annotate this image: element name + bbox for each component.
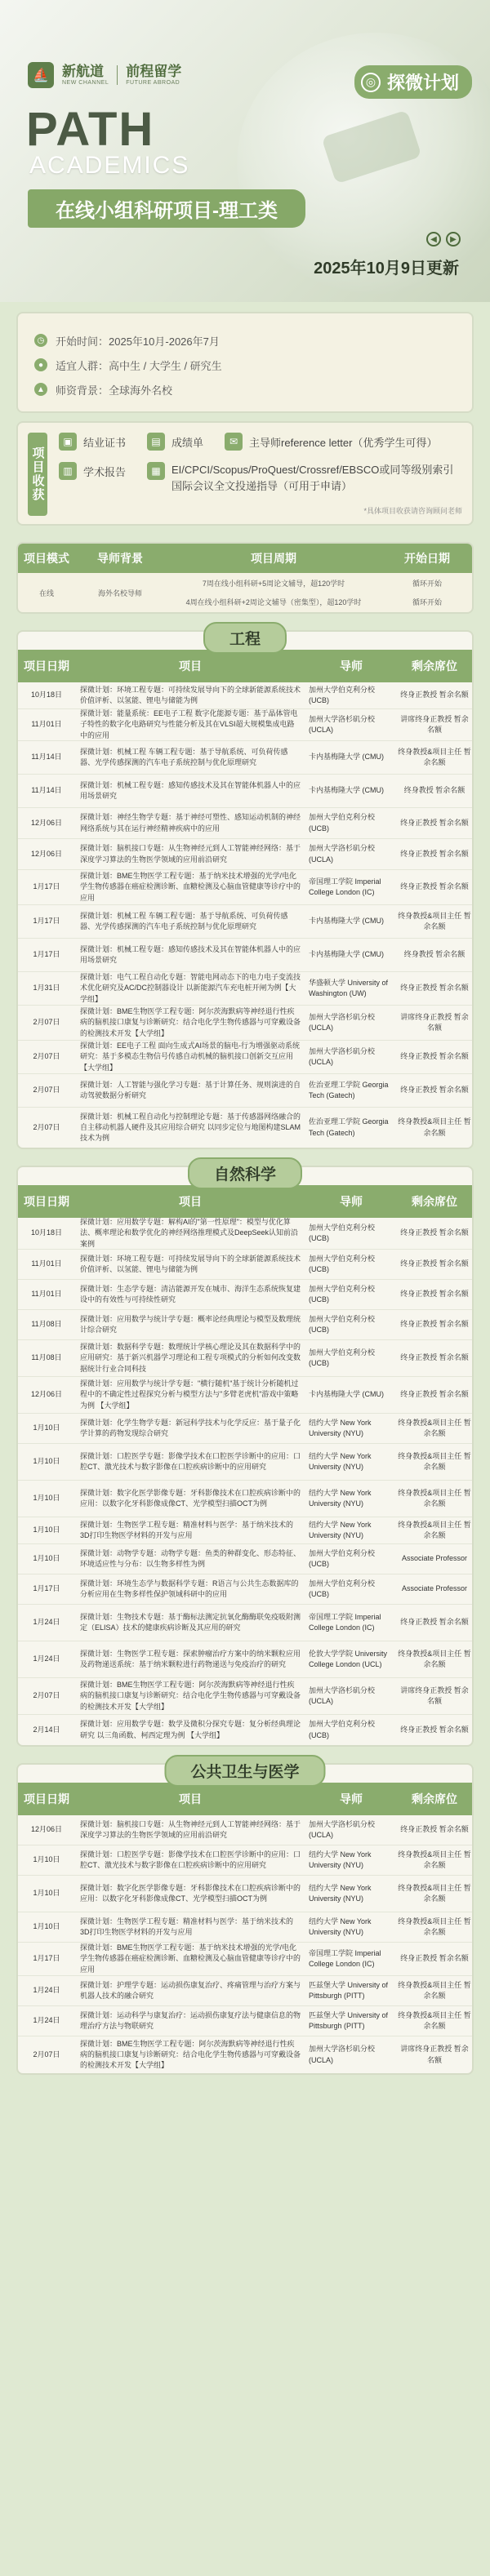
table-row[interactable] — [18, 775, 472, 808]
cell-date: 1月24日 — [33, 1986, 60, 1995]
cell-project: 探微计划：人工智能与强化学习专题：基于计算任务、规则演进的自动驾驶数据分析研究 — [80, 1080, 301, 1099]
section-title: 公共卫生与医学 — [164, 1755, 325, 1787]
cell-date: 11月08日 — [31, 1320, 62, 1329]
cell-date: 1月24日 — [33, 1654, 60, 1663]
gains-label: 项目收获 — [28, 433, 47, 516]
cell-project: 探微计划：动物学专题：动物学专题：鱼类的种群变化、形态特征、环境适应性与分布：以生物多样性为例 — [80, 1548, 301, 1568]
table-row[interactable] — [18, 1340, 472, 1377]
brand-name: 新航道 — [62, 64, 104, 79]
section-1 — [16, 1166, 474, 1747]
cell-status: 终身教授 暂余名额 — [403, 786, 466, 795]
cell-date: 1月17日 — [33, 1954, 60, 1963]
cell-mentor: 卡内基梅隆大学 (CMU) — [309, 786, 384, 795]
mode-value: 在线 — [38, 588, 54, 597]
table-row[interactable] — [18, 2036, 472, 2073]
table-row[interactable] — [18, 682, 472, 709]
cell-status: 终身正教授 暂余名额 — [400, 1725, 469, 1734]
program-title: 在线小组科研项目-理工类 — [28, 189, 305, 228]
cell-project: 探微计划：BME生物医学工程专题：阿尔茨海默病等神经退行性疾病的脑机接口康复与诊断研究：结合电化学生物传感器与可穿戴设备的检测技术开发【大学组】 — [80, 2039, 301, 2070]
hero-title: PATH — [26, 103, 155, 156]
table-row[interactable] — [18, 1108, 472, 1148]
table-row[interactable] — [18, 1250, 472, 1280]
table-row[interactable] — [18, 870, 472, 905]
cell-mentor: 加州大学洛杉矶分校 (UCLA) — [309, 1819, 376, 1839]
cell-date: 1月17日 — [33, 917, 60, 926]
info-text: 开始时间：2025年10月-2026年7月 — [56, 335, 220, 348]
info-start-time — [34, 328, 456, 353]
header-mode: 项目模式 — [24, 552, 69, 565]
section-title: 自然科学 — [188, 1157, 302, 1189]
cell-project: 探微计划：脑机接口专题：从生物神经元到人工智能神经网络：基于深度学习算法的生物医学领域的应用前沿研究 — [80, 844, 301, 864]
partner-name: 前程留学 — [126, 64, 182, 79]
gain-item — [59, 462, 126, 480]
info-audience — [34, 353, 456, 377]
cell-mentor: 帝国理工学院 Imperial College London (IC) — [309, 877, 381, 896]
table-row[interactable] — [18, 839, 472, 870]
arrow-left-icon[interactable]: ◀ — [426, 232, 441, 246]
cell-status: 终身教授&项目主任 暂余名额 — [398, 911, 471, 930]
table-row[interactable] — [18, 1041, 472, 1074]
cell-mentor: 加州大学伯克利分校 (UCB) — [309, 685, 376, 704]
cell-mentor: 纽约大学 New York University (NYU) — [309, 1850, 372, 1869]
program-overview-table — [16, 542, 474, 614]
cell-status: 讲席终身正教授 暂余名额 — [400, 1686, 469, 1705]
cell-mentor: 纽约大学 New York University (NYU) — [309, 1418, 372, 1437]
overview-header — [18, 544, 472, 573]
cell-date: 1月31日 — [33, 984, 60, 993]
overview-row — [18, 573, 472, 612]
cell-status: 终身正教授 暂余名额 — [400, 1259, 469, 1268]
start-values — [382, 578, 472, 607]
partner-name-en: FUTURE ABROAD — [126, 80, 180, 86]
cell-mentor: 加州大学伯克利分校 (UCB) — [309, 1720, 376, 1739]
table-row[interactable] — [18, 1845, 472, 1876]
cell-project: 探微计划：BME生物医学工程专题：基于纳米技术增强的光学/电化学生物传感器在癌症检测诊断、血糖检测及心脑血管健康等诊疗中的应用 — [80, 872, 301, 902]
cell-date: 2月14日 — [33, 1725, 60, 1734]
cell-project: 探微计划：口腔医学专题：影像学技术在口腔医学诊断中的应用：口腔CT、激光技术与数字影像在口腔疾病诊断中的应用研究 — [80, 1451, 301, 1471]
header-status: 剩余席位 — [412, 1792, 457, 1805]
cell-status: Associate Professor — [401, 1554, 468, 1563]
cell-status: 讲席终身正教授 暂余名额 — [400, 714, 469, 734]
cell-date: 1月10日 — [33, 1423, 60, 1432]
cell-date: 10月18日 — [30, 691, 63, 700]
cell-date: 2月07日 — [33, 1086, 60, 1095]
gain-text: 学术报告 — [83, 465, 127, 478]
gain-item — [225, 433, 437, 451]
cell-project: 探微计划：生物医学工程专题：精准材料与医学：基于纳米技术的3D打印生物医学材料的开发与应用 — [80, 1520, 294, 1539]
cell-status: 讲席终身正教授 暂余名额 — [400, 1012, 469, 1032]
cell-date: 2月07日 — [33, 1122, 60, 1131]
user-icon: ● — [34, 358, 47, 371]
gain-text: 主导师reference letter（优秀学生可得） — [249, 436, 438, 449]
table-row[interactable] — [18, 905, 472, 939]
cell-date: 1月24日 — [33, 1618, 60, 1627]
cell-date: 12月06日 — [30, 1825, 63, 1834]
cell-status: 终身教授&项目主任 暂余名额 — [398, 1850, 471, 1869]
cell-status: 终身正教授 暂余名额 — [400, 1954, 469, 1963]
cell-date: 2月07日 — [33, 2050, 60, 2059]
cell-status: 终身正教授 暂余名额 — [400, 818, 469, 827]
cell-project: 探微计划：数据科学专题：数理统计学核心理论及其在数据科学中的应用研究：基于新兴机器学习理论和工程专项模式的分析如何改变数据统计行业合同科技 — [80, 1343, 301, 1373]
table-row[interactable] — [18, 741, 472, 775]
cell-mentor: 加州大学洛杉矶分校 (UCLA) — [309, 2045, 376, 2064]
cell-project: 探微计划：机械工程 车辆工程专题：基于导航系统、可负荷传感器、光学传感探测的汽车电子系统控制与优化原理研究 — [80, 747, 288, 766]
cell-date: 11月01日 — [31, 720, 62, 729]
cell-date: 11月01日 — [31, 1259, 62, 1268]
carousel-arrows — [426, 232, 461, 246]
cell-project: 探微计划：应用数学专题：数学及微积分探究专题：复分析经典理论研究 以三角函数、柯西定理为例 【大学组】 — [80, 1720, 301, 1739]
cell-mentor: 卡内基梅隆大学 (CMU) — [309, 753, 384, 762]
cell-status: 终身教授&项目主任 暂余名额 — [398, 1649, 471, 1668]
cell-mentor: 纽约大学 New York University (NYU) — [309, 1916, 372, 1936]
table-row[interactable] — [18, 1641, 472, 1678]
cell-project: 探微计划：生物医学工程专题：精准材料与医学：基于纳米技术的3D打印生物医学材料的开发与应用 — [80, 1916, 294, 1936]
cell-mentor: 匹兹堡大学 University of Pittsburgh (PITT) — [309, 1980, 389, 2000]
info-text: 师资背景：全球海外名校 — [56, 384, 173, 397]
period-values — [165, 578, 382, 607]
cell-date: 1月10日 — [33, 1526, 60, 1534]
cell-mentor: 纽约大学 New York University (NYU) — [309, 1451, 372, 1471]
start-value: 循环开始 — [412, 598, 442, 606]
logo-divider — [117, 65, 118, 85]
cell-status: 终身教授&项目主任 暂余名额 — [398, 1883, 471, 1903]
cell-mentor: 加州大学洛杉矶分校 (UCLA) — [309, 714, 376, 734]
table-row[interactable] — [18, 1310, 472, 1340]
cell-mentor: 纽约大学 New York University (NYU) — [309, 1488, 372, 1508]
cell-date: 2月07日 — [33, 1052, 60, 1061]
gains-row — [59, 462, 462, 494]
cell-project: 探微计划：能量系统：EE电子工程 数字化能源专题：基于晶体管电子特性的数字化电路研究与性能分析及其在VLSI超大规模集成电路中的应用 — [80, 709, 298, 739]
cell-mentor: 纽约大学 New York University (NYU) — [309, 1883, 372, 1903]
table-row[interactable] — [18, 2006, 472, 2036]
cell-mentor: 加州大学伯克利分校 (UCB) — [309, 1348, 376, 1367]
table-row[interactable] — [18, 1280, 472, 1310]
cell-project: 探微计划：电气工程自动化专题：智能电网动态下的电力电子变流技术优化研究及AC/DC控制器设计 以新能源汽车充电桩开闸为例【大学组】 — [80, 973, 301, 1003]
cell-date: 11月01日 — [31, 1290, 62, 1299]
cell-mentor: 帝国理工学院 Imperial College London (IC) — [309, 1612, 381, 1632]
table-row[interactable] — [18, 1414, 472, 1444]
cell-status: 终身教授&项目主任 暂余名额 — [398, 747, 471, 766]
table-row[interactable] — [18, 1815, 472, 1845]
cell-project: 探微计划：应用数学与统计学专题："横行随机"基于统计分析随机过程中的不确定性过程探究分析与模型方法与"多臂老虎机"游戏中策略为例 【大学组】 — [80, 1379, 299, 1410]
header-project: 项目 — [179, 1195, 202, 1208]
cell-project: 探微计划：数字化医学影像专题：牙科影像技术在口腔疾病诊断中的应用：以数字化牙科影像成像CT、光学模型扫描OCT为例 — [80, 1488, 301, 1508]
header-project: 项目 — [179, 1792, 202, 1805]
cell-status: 终身教授&项目主任 暂余名额 — [398, 1117, 471, 1137]
brand-logos — [28, 62, 181, 88]
period-value: 4周在线小组科研+2周论文辅导（密集型），超120学时 — [185, 598, 362, 606]
brand-name-en: NEW CHANNEL — [62, 80, 109, 86]
table-row[interactable] — [18, 939, 472, 972]
cell-date: 11月08日 — [31, 1353, 62, 1362]
table-row[interactable] — [18, 1544, 472, 1574]
cell-project: 探微计划：脑机接口专题：从生物神经元到人工智能神经网络：基于深度学习算法的生物医学领域的应用前沿研究 — [80, 1819, 301, 1839]
cell-status: 终身正教授 暂余名额 — [400, 1052, 469, 1061]
hero-subtitle: ACADEMICS — [29, 152, 190, 179]
cell-mentor: 加州大学伯克利分校 (UCB) — [309, 1579, 376, 1598]
table-header — [18, 650, 472, 682]
cell-mentor: 加州大学洛杉矶分校 (UCLA) — [309, 844, 376, 864]
cell-status: 终身正教授 暂余名额 — [400, 1390, 469, 1399]
cell-status: 终身正教授 暂余名额 — [400, 1618, 469, 1627]
cell-date: 1月10日 — [33, 1494, 60, 1503]
header-date: 项目日期 — [24, 1195, 69, 1208]
cell-mentor: 加州大学洛杉矶分校 (UCLA) — [309, 1686, 376, 1705]
header-status: 剩余席位 — [412, 660, 457, 673]
header-mentor: 导师 — [340, 660, 363, 673]
cell-status: 终身教授&项目主任 暂余名额 — [398, 2010, 471, 2030]
cell-project: 探微计划：机械工程自动化与控制理论专题：基于传感器网络融合的自主移动机器人硬件及其应用综合研究 以同步定位与地图构建SLAM技术为例 — [80, 1112, 301, 1143]
brand-primary — [62, 64, 109, 86]
cell-mentor: 佐治亚理工学院 Georgia Tech (Gatech) — [309, 1080, 389, 1099]
hero-banner — [0, 0, 490, 302]
cell-project: 探微计划：生物技术专题：基于酶标法测定抗氧化酶酶联免疫吸附测定（ELISA）技术的健康疾病诊断及其应用的研究 — [80, 1612, 301, 1632]
cell-project: 探微计划：机械工程专题：感知传感技术及其在智能体机器人中的应用场景研究 — [80, 944, 301, 964]
cell-project: 探微计划：神经生物学专题：基于神经可塑性、感知运动机制的神经网络系统与其在运行神经精神疾病中的应用 — [80, 813, 301, 833]
header-status: 剩余席位 — [412, 1195, 457, 1208]
header-mentor: 导师 — [340, 1195, 363, 1208]
header-period: 项目周期 — [251, 552, 296, 565]
clock-icon: ◷ — [34, 334, 47, 347]
course-sections — [0, 630, 490, 2075]
cell-project: 探微计划：应用数学专题：解构AI的"第一性原理"：模型与优化算法、概率理论和数学优化的神经网络推理模式及DeepSeek认知前沿案例 — [80, 1218, 299, 1248]
cell-status: 终身教授 暂余名额 — [403, 950, 466, 959]
table-row[interactable] — [18, 1377, 472, 1414]
cell-mentor: 帝国理工学院 Imperial College London (IC) — [309, 1948, 381, 1968]
cell-project: 探微计划：BME生物医学工程专题：阿尔茨海默病等神经退行性疾病的脑机接口康复与诊断研究：结合电化学生物传感器与可穿戴设备的检测技术开发【大学组】 — [80, 1007, 301, 1037]
cell-mentor: 卡内基梅隆大学 (CMU) — [309, 1390, 384, 1399]
compass-icon: ◎ — [361, 73, 381, 92]
cell-date: 1月10日 — [33, 1855, 60, 1864]
cell-mentor: 加州大学伯克利分校 (UCB) — [309, 1314, 376, 1334]
arrow-right-icon[interactable]: ▶ — [446, 232, 461, 246]
cell-mentor: 纽约大学 New York University (NYU) — [309, 1520, 372, 1539]
cell-mentor: 伦敦大学学院 University College London (UCL) — [309, 1649, 388, 1668]
header-mentor: 导师 — [340, 1792, 363, 1805]
cell-date: 1月10日 — [33, 1922, 60, 1931]
cell-project: 探微计划：BME生物医学工程专题：阿尔茨海默病等神经退行性疾病的脑机接口康复与诊断研究：结合电化学生物传感器与可穿戴设备的检测技术开发【大学组】 — [80, 1681, 301, 1711]
cell-project: 探微计划：环境工程专题：可持续发展导向下的全球新能源系统技术价值评析、以氢能、锂电与储能为例 — [80, 1254, 301, 1273]
mentor-value: 海外名校导师 — [97, 588, 142, 597]
cell-project: 探微计划：护理学专题：运动损伤康复治疗、疼痛管理与治疗方案与机器人技术的融合研究 — [80, 1980, 301, 2000]
cell-project: 探微计划：EE电子工程 面向生成式AI场景的脑电-行为增强驱动系统研究：基于多模态生物信号传感自动机械的脑机接口创新交互应用【大学组】 — [80, 1042, 301, 1072]
program-gains — [16, 421, 474, 526]
cell-project: 探微计划：口腔医学专题：影像学技术在口腔医学诊断中的应用：口腔CT、激光技术与数字影像在口腔疾病诊断中的应用研究 — [80, 1850, 301, 1869]
cell-mentor: 匹兹堡大学 University of Pittsburgh (PITT) — [309, 2010, 389, 2030]
start-value: 循环开始 — [412, 580, 442, 588]
cell-date: 12月06日 — [30, 849, 63, 858]
cell-status: 终身正教授 暂余名额 — [400, 1228, 469, 1237]
cell-mentor: 卡内基梅隆大学 (CMU) — [309, 950, 384, 959]
table-row[interactable] — [18, 1481, 472, 1517]
section-title: 工程 — [203, 622, 287, 654]
cell-project: 探微计划：生物医学工程专题：探索肿瘤治疗方案中的纳米颗粒应用及药物递送系统：基于纳米颗粒进行药物递送与免疫治疗的研究 — [80, 1649, 301, 1668]
report-icon: ▥ — [59, 462, 77, 480]
update-date: 2025年10月9日更新 — [314, 260, 459, 278]
gain-text: EI/CPCI/Scopus/ProQuest/Crossref/EBSCO或同等级别索引国际会议全文投递指导（可用于申请） — [172, 464, 454, 492]
cell-date: 1月10日 — [33, 1889, 60, 1898]
cell-project: 探微计划：BME生物医学工程专题：基于纳米技术增强的光学/电化学生物传感器在癌症检测诊断、血糖检测及心脑血管健康等诊疗中的应用 — [80, 1943, 301, 1974]
cell-mentor: 加州大学伯克利分校 (UCB) — [309, 1284, 376, 1304]
cell-mentor: 加州大学伯克利分校 (UCB) — [309, 1548, 376, 1568]
program-info — [16, 312, 474, 413]
gains-note: *具体项目收获请咨询顾问老师 — [363, 507, 462, 515]
gain-item — [147, 462, 462, 494]
cell-mentor: 华盛顿大学 University of Washington (UW) — [309, 978, 389, 997]
cell-status: 终身教授&项目主任 暂余名额 — [398, 1451, 471, 1471]
cell-date: 1月17日 — [33, 882, 60, 891]
cell-date: 10月18日 — [30, 1228, 63, 1237]
info-faculty — [34, 377, 456, 402]
cell-status: 终身正教授 暂余名额 — [400, 1353, 469, 1362]
cell-project: 探微计划：数字化医学影像专题：牙科影像技术在口腔疾病诊断中的应用：以数字化牙科影像成像CT、光学模型扫描OCT为例 — [80, 1883, 301, 1903]
cell-date: 12月06日 — [30, 1390, 63, 1399]
table-row[interactable] — [18, 1678, 472, 1715]
table-row[interactable] — [18, 808, 472, 839]
cell-date: 1月24日 — [33, 2016, 60, 2025]
cell-status: 终身正教授 暂余名额 — [400, 984, 469, 993]
table-row[interactable] — [18, 1912, 472, 1943]
brand-logo-icon: ⛵ — [28, 62, 54, 88]
school-icon: ▲ — [34, 383, 47, 396]
gains-row — [59, 433, 462, 451]
cell-mentor: 加州大学洛杉矶分校 (UCLA) — [309, 1012, 376, 1032]
cell-project: 探微计划：生态学专题：清洁能源开发在城市、海洋生态系统恢复建设中的有效性与可持续性研究 — [80, 1284, 301, 1304]
report-card-icon: ▤ — [147, 433, 165, 451]
cell-status: 终身正教授 暂余名额 — [400, 1825, 469, 1834]
brand-partner — [126, 64, 181, 86]
table-row[interactable] — [18, 1444, 472, 1481]
header-date: 项目日期 — [24, 660, 69, 673]
cell-date: 11月14日 — [31, 753, 62, 762]
cell-mentor: 加州大学洛杉矶分校 (UCLA) — [309, 1046, 376, 1066]
cell-status: 终身正教授 暂余名额 — [400, 1290, 469, 1299]
cell-project: 探微计划：环境生态学与数据科学专题：R语言与公共生态数据库的分析应用在生物多样性保护领域科研中的应用 — [80, 1579, 299, 1598]
table-row[interactable] — [18, 1074, 472, 1108]
cell-status: 终身教授&项目主任 暂余名额 — [398, 1980, 471, 2000]
cell-status: 终身教授&项目主任 暂余名额 — [398, 1418, 471, 1437]
cell-project: 探微计划：应用数学与统计学专题：概率论经典理论与模型及数理统计综合研究 — [80, 1314, 301, 1334]
gain-item — [147, 433, 203, 451]
paper-icon: ▦ — [147, 462, 165, 480]
cell-project: 探微计划：机械工程 车辆工程专题：基于导航系统、可负荷传感器、光学传感探测的汽车电子系统控制与优化原理研究 — [80, 911, 288, 930]
table-row[interactable] — [18, 1605, 472, 1641]
cell-project: 探微计划：化学生物学专题：新冠科学技术与化学反应：基于量子化学计算的药物发现综合研究 — [80, 1418, 301, 1437]
cell-date: 11月14日 — [31, 786, 62, 795]
table-row[interactable] — [18, 1218, 472, 1250]
letter-icon: ✉ — [225, 433, 243, 451]
section-2 — [16, 1763, 474, 2075]
cell-mentor: 佐治亚理工学院 Georgia Tech (Gatech) — [309, 1117, 389, 1137]
table-row[interactable] — [18, 709, 472, 741]
cell-status: 终身正教授 暂余名额 — [400, 849, 469, 858]
table-row[interactable] — [18, 1517, 472, 1544]
certificate-icon: ▣ — [59, 433, 77, 451]
table-row[interactable] — [18, 1943, 472, 1976]
cell-date: 1月17日 — [33, 1584, 60, 1593]
header-project: 项目 — [179, 660, 202, 673]
cell-status: 终身正教授 暂余名额 — [400, 882, 469, 891]
period-value: 7周在线小组科研+5周论文辅导，超120学时 — [202, 580, 345, 588]
section-0 — [16, 630, 474, 1149]
cell-project: 探微计划：机械工程专题：感知传感技术及其在智能体机器人中的应用场景研究 — [80, 780, 301, 800]
cell-mentor: 加州大学伯克利分校 (UCB) — [309, 1254, 376, 1273]
cell-status: 终身正教授 暂余名额 — [400, 1086, 469, 1095]
cell-status: 讲席终身正教授 暂余名额 — [400, 2045, 469, 2064]
cell-status: 终身正教授 暂余名额 — [400, 1320, 469, 1329]
cell-date: 1月10日 — [33, 1457, 60, 1466]
cell-status: Associate Professor — [401, 1584, 468, 1593]
header-date: 项目日期 — [24, 1792, 69, 1805]
cell-date: 12月06日 — [30, 818, 63, 827]
cell-mentor: 加州大学伯克利分校 (UCB) — [309, 813, 376, 833]
header-mentor: 导师背景 — [97, 552, 143, 565]
gain-item — [59, 433, 126, 451]
badge-label: 探微计划 — [386, 73, 459, 93]
gain-text: 成绩单 — [172, 436, 204, 449]
cell-date: 1月17日 — [33, 950, 60, 959]
gain-text: 结业证书 — [83, 436, 127, 449]
cell-status: 终身教授&项目主任 暂余名额 — [398, 1488, 471, 1508]
cell-date: 1月10日 — [33, 1554, 60, 1563]
program-badge — [354, 65, 472, 99]
table-row[interactable] — [18, 1006, 472, 1041]
cell-status: 终身教授&项目主任 暂余名额 — [398, 1520, 471, 1539]
cell-project: 探微计划：运动科学与康复治疗：运动损伤康复疗法与健康信息的物理治疗方法与物联研究 — [80, 2010, 301, 2030]
table-row[interactable] — [18, 1574, 472, 1605]
cell-date: 2月07日 — [33, 1018, 60, 1027]
cell-status: 终身教授&项目主任 暂余名额 — [398, 1916, 471, 1936]
table-row[interactable] — [18, 1876, 472, 1912]
header-start: 开始日期 — [404, 552, 450, 565]
cell-mentor: 加州大学伯克利分校 (UCB) — [309, 1223, 376, 1242]
cell-project: 探微计划：环境工程专题：可持续发展导向下的全球新能源系统技术价值评析、以氢能、锂电与储能为例 — [80, 685, 301, 704]
table-row[interactable] — [18, 1976, 472, 2006]
cell-status: 终身正教授 暂余名额 — [400, 691, 469, 700]
table-row[interactable] — [18, 1715, 472, 1745]
table-row[interactable] — [18, 972, 472, 1006]
table-header — [18, 1783, 472, 1815]
gains-body — [47, 433, 462, 516]
table-header — [18, 1185, 472, 1218]
cell-mentor: 卡内基梅隆大学 (CMU) — [309, 917, 384, 926]
cell-date: 2月07日 — [33, 1691, 60, 1700]
info-text: 适宜人群：高中生 / 大学生 / 研究生 — [56, 359, 222, 372]
